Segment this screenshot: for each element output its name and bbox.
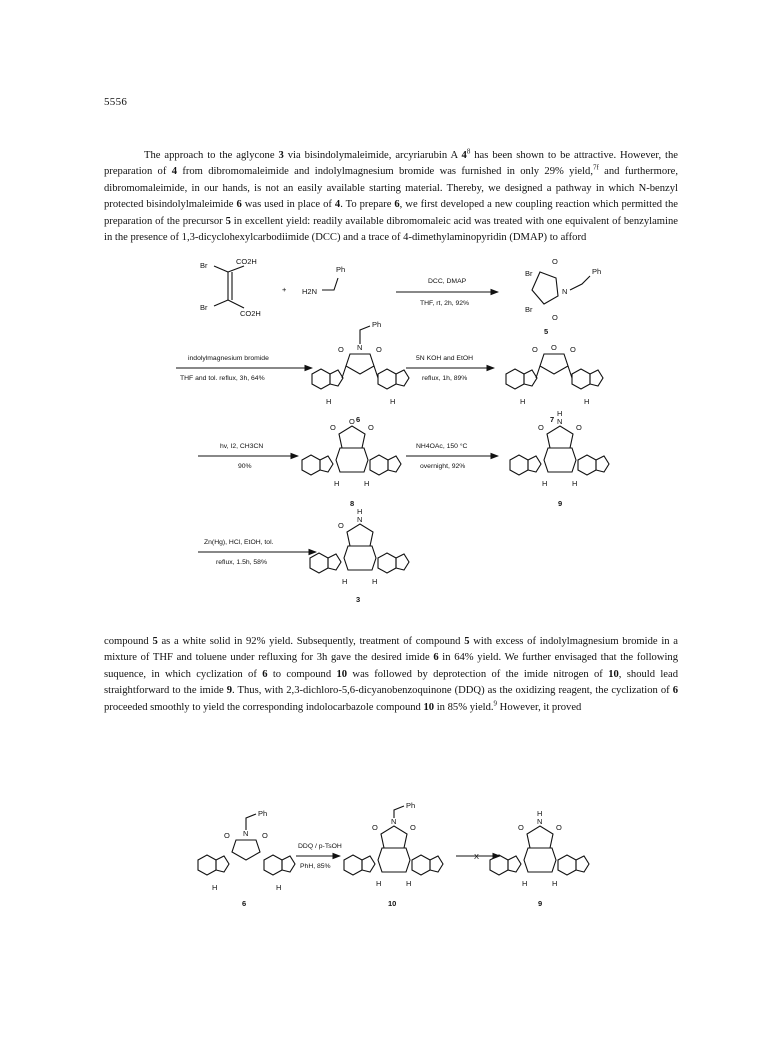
step3-conditions: reflux, 1h, 89% [422, 375, 468, 382]
o-label: O [552, 257, 558, 266]
co2h-label: CO2H [240, 309, 261, 318]
ph-label: Ph [372, 320, 382, 329]
ph-label: Ph [258, 809, 268, 818]
h-label: H [372, 577, 378, 586]
n-label: N [357, 515, 363, 524]
h-label: H [212, 883, 218, 892]
compound-label-6: 6 [356, 415, 361, 424]
h-label: H [357, 507, 363, 516]
compound-9-structure [510, 409, 609, 488]
n-label: N [562, 287, 568, 296]
h-label: H [342, 577, 348, 586]
o-label: O [330, 423, 336, 432]
n-label: N [537, 817, 543, 826]
o-label: O [551, 343, 557, 352]
o-label: O [410, 823, 416, 832]
o-label: O [338, 345, 344, 354]
o-label: O [376, 345, 382, 354]
dibromomaleic-acid [200, 257, 261, 318]
h-label: H [542, 479, 548, 488]
step5-conditions: overnight, 92% [420, 463, 466, 470]
o-label: O [576, 423, 582, 432]
step2-conditions: THF and tol. reflux, 3h, 64% [180, 375, 265, 382]
ph-label: Ph [406, 801, 416, 810]
co2h-label: CO2H [236, 257, 257, 266]
h-label: H [276, 883, 282, 892]
compound-label-10: 10 [388, 899, 397, 908]
h-label: H [376, 879, 382, 888]
n-label: N [391, 817, 397, 826]
step3-reagents: 5N KOH and EtOH [416, 355, 474, 362]
h-label: H [584, 397, 590, 406]
fail-mark: X [474, 852, 480, 861]
o-label: O [224, 831, 230, 840]
br-label: Br [525, 305, 533, 314]
h-label: H [537, 809, 543, 818]
compound-3-structure [310, 507, 409, 586]
step4-reagents: hv, I2, CH3CN [220, 443, 264, 450]
compound-6-structure [198, 809, 295, 892]
h-label: H [522, 879, 528, 888]
o-label: O [338, 521, 344, 530]
n-label: N [357, 343, 363, 352]
h-label: H [334, 479, 340, 488]
compound-6-structure [312, 320, 409, 406]
plus-sign: + [282, 285, 287, 294]
compound-label-6: 6 [242, 899, 247, 908]
step6-conditions: reflux, 1.5h, 58% [216, 559, 268, 566]
br-label: Br [200, 303, 208, 312]
h-label: H [406, 879, 412, 888]
compound-label-5: 5 [544, 327, 549, 336]
compound-5-structure [525, 257, 601, 322]
compound-9-structure [490, 809, 589, 888]
br-label: Br [200, 261, 208, 270]
step1-reagents: DCC, DMAP [428, 278, 467, 285]
compound-8-structure [302, 417, 401, 488]
ddq-conditions: PhH, 85% [300, 863, 331, 870]
ph-label: Ph [336, 265, 346, 274]
ddq-reagents: DDQ / p-TsOH [298, 843, 342, 850]
o-label: O [538, 423, 544, 432]
body-paragraph-2: compound 5 as a white solid in 92% yield. Subsequently, treatment of compound 5 with excess of indolylmagnesium bromide in a mixture of THF and toluene under refluxing for 3h gave the desired imide 6 in 64% yield. We further envisaged that the following suquence, in which cyclization of 6 to compound 10 was followed by deprotection of the imide nitrogen of 10, should lead straightforward to the imide 9. Thus, with 2,3-dichloro-5,6-dicyanobenzoquinone (DDQ) as the oxidizing reagent, the cyclization of 6 proceeded smoothly to yield the corresponding indolocarbazole compound 10 in 85% yield.$^9$ However, it proved [104, 636, 679, 713]
step5-reagents: NH4OAc, 150 °C [416, 443, 468, 450]
n-label: N [557, 417, 563, 426]
o-label: O [570, 345, 576, 354]
o-label: O [349, 417, 355, 426]
n-label: N [243, 829, 249, 838]
compound-7-structure [506, 343, 603, 406]
compound-label-9: 9 [558, 499, 563, 508]
step2-reagents: indolylmagnesium bromide [188, 355, 269, 362]
h-label: H [326, 397, 332, 406]
compound-label-7: 7 [550, 415, 555, 424]
page-number: 5556 [104, 96, 128, 108]
o-label: O [372, 823, 378, 832]
o-label: O [262, 831, 268, 840]
br-label: Br [525, 269, 533, 278]
o-label: O [532, 345, 538, 354]
reaction-scheme-2 [0, 801, 768, 932]
step1-conditions: THF, rt, 2h, 92% [420, 300, 470, 307]
compound-label-8: 8 [350, 499, 355, 508]
o-label: O [518, 823, 524, 832]
compound-10-structure [344, 801, 443, 888]
h2n-label: H2N [302, 287, 318, 296]
h-label: H [390, 397, 396, 406]
step4-conditions: 90% [238, 463, 252, 470]
h-label: H [364, 479, 370, 488]
h-label: H [520, 397, 526, 406]
o-label: O [368, 423, 374, 432]
compound-label-9: 9 [538, 899, 543, 908]
o-label: O [556, 823, 562, 832]
h-label: H [557, 409, 563, 418]
o-label: O [552, 313, 558, 322]
ph-label: Ph [592, 267, 602, 276]
compound-label-3: 3 [356, 595, 361, 604]
benzylamine [302, 265, 345, 296]
body-paragraph-1: The approach to the aglycone 3 via bisindolymaleimide, arcyriarubin A $4^8$ has been shown to be attractive. However, the preparation of 4 from dibromomaleimide and indolylmagnesium bromide was furnished in only 29% yield,$^{7f}$ and furthermore, dibromomaleimide, in our hands, is not an easily available starting material. Thereby, we designed a pathway in which N-benzyl protected bisindolylmaleimide 6 was used in place of 4. To prepare 6, we first developed a new coupling reaction which permitted the preparation of the precursor 5 in excellent yield: readily available dibromomaleic acid was treated with one equivalent of benzylamine in the presence of 1,3-dicyclohexylcarbodiimide (DCC) and a trace of 4-dimethylaminopyridin (DMAP) to afford [104, 147, 678, 244]
step6-reagents: Zn(Hg), HCl, EtOH, tol. [204, 539, 274, 546]
reaction-scheme-1 [0, 250, 768, 610]
h-label: H [552, 879, 558, 888]
h-label: H [572, 479, 578, 488]
